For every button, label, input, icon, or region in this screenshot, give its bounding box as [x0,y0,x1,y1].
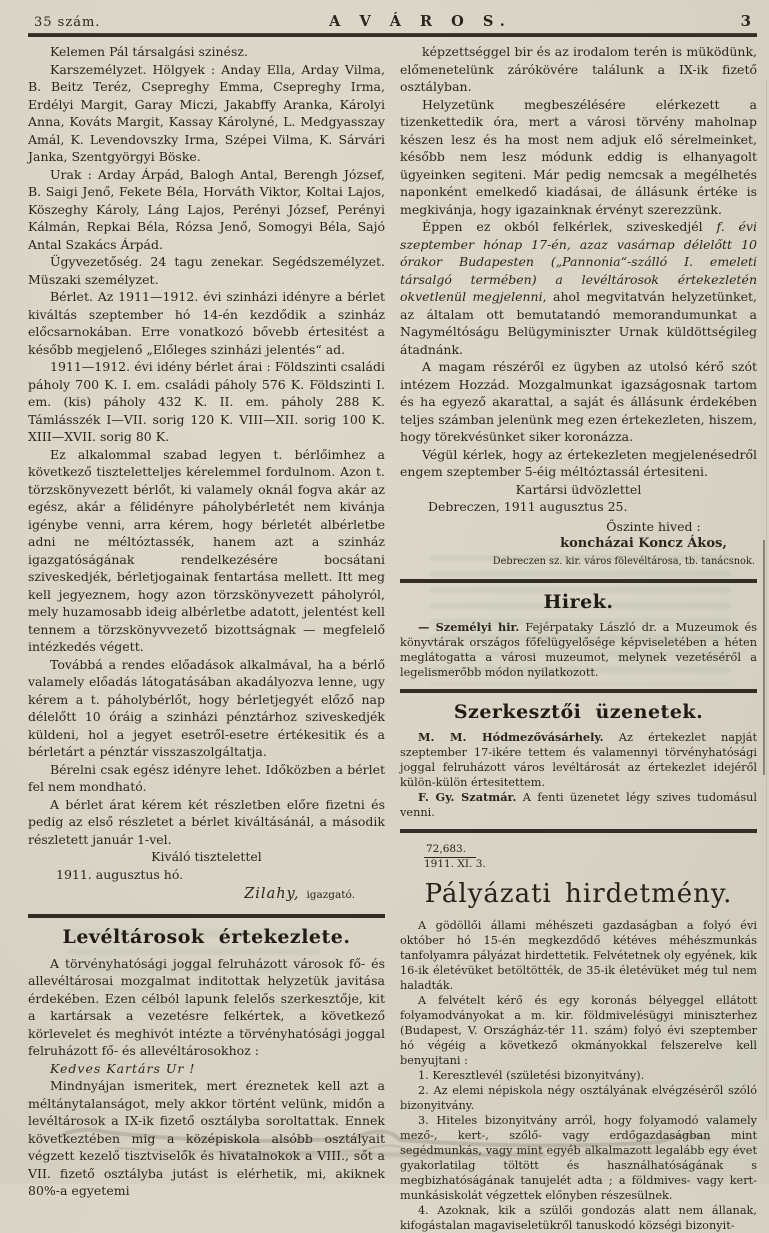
signature-title: igazgató. [306,889,355,901]
tender-heading: Pályázati hirdetmény. [424,879,733,909]
news-item [400,620,757,680]
paragraph: A törvényhatósági joggal felruházott városok fő- és allevéltárosai mozgalmat inditottak helyzetük javitása érdekében. Ezen célból lapunk felelős szerkesztője, kit a kartársak a vezetésre felkértek, a következő körlevelet és meghivót intézte a törvényhatósági joggal felruházott fő- és allevéltárosokhoz : [28,955,385,1058]
closing-line: Kiváló tisztelettel [151,849,262,864]
section-heading: Hirek. [543,591,614,613]
file-number: 72,683. [424,843,476,858]
invite-lead: Éppen ez okból felkérlek, sziveskedjél [422,219,717,234]
archivists-article [28,926,385,1200]
editor-message [400,790,757,820]
paragraph: Karszemélyzet. Hölgyek : Anday Ella, Arday Vilma, B. Beitz Teréz, Csepreghy Emma, Csepreghy Irma, Erdélyi Margit, Garay Miczi, Jakabffy Aranka, Károlyi Anna, Kováts Margit, Kassay Károlyné, L. Medgyasszay Amál, K. Levendovszky Irma, Szépei Vilma, K. Sárvári Janka, Szentgyörgyi Böske. [28,61,385,164]
news-item-lead: — Személyi hir. [418,620,520,634]
tender-section [400,843,757,1233]
theater-article [28,43,385,905]
paragraph: 1. Keresztlevél (születési bizonyitvány). [418,1069,645,1082]
message-body: A fenti üzenetet légy szives tudomásul venni. [400,791,758,819]
news-item-body: Fejérpataky László dr. a Muzeumok és könyvtárak országos főfelügyelősége képviseletében a héten meglátogatta a városi muzeumot, melynek vezetéséről a legelismerőbb módon nyilatkozott. [400,621,757,679]
paragraph: Továbbá a rendes előadások alkalmával, ha a bérlő valamely előadás látogatásában akadályozva lenne, ugy kérem a t. páholybérlőt, hogy bérletjegyét előző nap délelőtt 10 óráig a szinházi pénztárhoz sziveskedjék küldeni, hol a jegyet esetről-esetre értékesitik és a bérletárt a pénztár visszaszolgáltatja. [28,656,385,759]
editor-messages-section [400,701,757,820]
paragraph [400,218,757,358]
news-section [400,591,757,680]
paragraph: 4. Azoknak, kik a szülői gondozás alatt nem állanak, kifogástalan magaviseletükről tanuskodó községi bizonyit- [400,1204,757,1232]
paragraph: A felvételt kérő és egy koronás bélyeggel ellátott folyamodványokat a m. kir. földmivelésügyi miniszterhez (Budapest, V. Országház-tér 11. szám) folyó évi szeptember hó végéig a következő okmányokkal felszerelve kell benyujtani : [400,994,757,1067]
section-heading: Levéltárosok értekezlete. [62,925,351,948]
closing-line: Kartársi üdvözlettel [515,481,642,497]
section-heading: Szerkesztői üzenetek. [453,701,704,723]
section-divider [400,829,757,833]
masthead-rule [28,33,757,37]
file-date: 1911. XI. 3. [424,858,486,870]
signer-title: Debreczen sz. kir. város fölevéltárosa, tb. tanácsnok. [492,555,755,567]
paragraph: Bérelni csak egész idényre lehet. Időközben a bérlet fel nem mondható. [28,761,385,794]
masthead [28,10,757,33]
paragraph: Urak : Arday Árpád, Balogh Antal, Berengh József, B. Saigi Jenő, Fekete Béla, Horváth Viktor, Koltai Lajos, Köszeghy Károly, Láng Lajos, Perényi József, Perényi Kálmán, Repkai Béla, Rózsa Jenő, Somogyi Béla, Sajó Antal Szakács Árpád. [28,166,385,252]
paragraph: Ügyvezetőség. 24 tagu zenekar. Segédszemélyzet. Müszaki személyzet. [28,254,385,287]
paragraph: 1911—1912. évi idény bérlet árai : Földszinti családi páholy 700 K. I. em. családi páholy 576 K. Földszinti I. em. (kis) páholy 432 K. II. em. páholy 288 K. Támlásszék I—VII. sorig 120 K. VIII—XII. sorig 100 K. XIII—XVII. sorig 80 K. [28,359,385,444]
paragraph: A gödöllői állami méhészeti gazdaságban a folyó évi október hó 15-én megkezdődő kétéves méhészmunkás tanfolyamra pályázat hirdettetik. Felvétetnek oly egyének, kik 16-ik életévüket betöltötték, de 35-ik életévüket még tul nem haladták. [400,919,757,992]
paragraph: 3. Hiteles bizonyitvány arról, hogy folyamodó valamely mező-, kert-, szőlő- vagy erdőgazdaságban mint segédmunkás, vagy mint egyéb alkalmazott legalább egy évet gyakorlatilag töltött és használhatóságának s megbizhatóságának tanujelét adta ; a földmives- vagy kert-munkásiskolát végzettek előnyben részesülnek. [400,1114,757,1202]
invite-rest: , ahol megvitatván helyzetünket, az általam ott bemutatandó memorandumunkat a Nagyméltóságu Belügyminiszter Urnak küldöttségileg átadnánk. [400,289,757,357]
paragraph: A bérlet árat kérem két részletben előre fizetni és pedig az első részletet a bérlet kiváltásánál, a második részletett január 1-vel. [28,796,385,847]
date-line: 1911. augusztus hó. [56,866,184,882]
issue-number: 35 szám. [34,15,101,30]
valediction-line: Őszinte hived : [606,518,701,534]
signer-name: koncházai Koncz Ákos, [560,536,727,551]
message-body: Az értekezlet napját szeptember 17-ikére tettem és valamennyi törvényhatósági joggal felruházott város levéltárosát az értekezlet idejéről külön-külön értesitettem. [400,731,757,789]
paper-title: A V Á R O S. [329,13,512,30]
paragraph: Bérlet. Az 1911—1912. évi szinházi idényre a bérlet kiváltás szeptember hó 14-én kezdődik a szinház előcsarnokában. Erre vonatkozó bővebb értesitést a később megjelenő „Előleges szinházi jelentés“ ad. [28,289,385,357]
section-divider [400,689,757,693]
editor-message [400,730,757,790]
salutation-line: Kedves Kartárs Ur ! [50,1060,196,1076]
signature [28,885,385,905]
page-number: 3 [740,12,751,30]
columns [28,43,757,1233]
message-lead: F. Gy. Szatmár. [418,790,517,804]
section-divider [28,914,385,918]
paragraph: Mindnyájan ismeritek, mert éreznetek kell azt a méltánytalanságot, mely akkor történt velünk, midőn a levéltárosok a IX-ik fizető osztályba soroltattak. Ennek következtében mig a középiskola alsóbb osztályait végzett kezelő tisztviselők és hivatalnokok a VIII., sőt a VII. fizető osztályba jutást is elérhetik, mi, akiknek 80%-a egyetemi [28,1078,385,1198]
left-column [28,43,385,1233]
paragraph: képzettséggel bir és az irodalom terén is müködünk, előmenetelünk zárókövére találunk a IX-ik fizető osztályban. [400,44,757,94]
place-date-line: Debreczen, 1911 augusztus 25. [428,499,628,514]
right-column [400,43,757,1233]
paragraph: Helyzetünk megbeszélésére elérkezett a tizenkettedik óra, mert a városi törvény maholnap készen lesz és ha most nem adjuk elő sérelmeinket, később nem lesz módunk eddig is elhanyagolt ügyeinken segiteni. Már pedig nemcsak a megélhetés naponként emelkedő kiadásai, de állásunk értéke is megkivánja, hogy igazainknak érvényt szerezzünk. [400,96,757,217]
message-lead: M. M. Hódmezővásárhely. [418,730,604,744]
invite-emphasis: f. évi szeptember hónap 17-én, azaz vasárnap délelőtt 10 órakor Budapesten („Pannonia“-szálló I. emeleti társalgó termében) a levéltárosok értekezletén okvetlenül megjelenni [400,219,757,304]
paragraph: Kelemen Pál társalgási szinész. [50,44,248,59]
section-divider [400,579,757,583]
signature-name: Zilahy, [244,886,300,902]
paragraph: 2. Az elemi népiskola négy osztályának elvégzéséről szóló bizonyitvány. [400,1084,757,1112]
circular-letter [400,43,757,570]
paragraph: A magam részéről ez ügyben az utolsó kérő szót intézem Hozzád. Mozgalmunkat igazságosnak tartom és ha egyező akarattal, a saját és állásunk érdekében teljes számban jelenünk meg ezen értekezleten, hiszem, hogy törekvésünket siker koronázza. [400,359,757,444]
paragraph: Ez alkalommal szabad legyen t. bérlőimhez a következő tiszteletteljes kérelemmel fordulnom. Azon t. törzskönyvezett bérlőt, ki valamely oknál fogva akár az egész, akár a félidényre páholybérletét nem kivánja igénybe venni, arra kérem, hogy bérletét albérletbe adni ne méltóztassék, hanem azt a szinház igazgatóságának rendelkezésére bocsátani sziveskedjék, bérletjogainak fentartása mellett. Itt meg kell jegyeznem, hogy azon törzskönyvezett páholyról, mely huzamosabb ideig albérletbe adatott, jelentést kell tennem a törzskönyvvezető bizottságnak — megfelelő intézkedés végett. [28,446,385,654]
file-reference [424,843,757,871]
paragraph: Végül kérlek, hogy az értekezleten megjelenésedről engem szeptember 5-éig méltóztassál értesiteni. [400,446,757,479]
